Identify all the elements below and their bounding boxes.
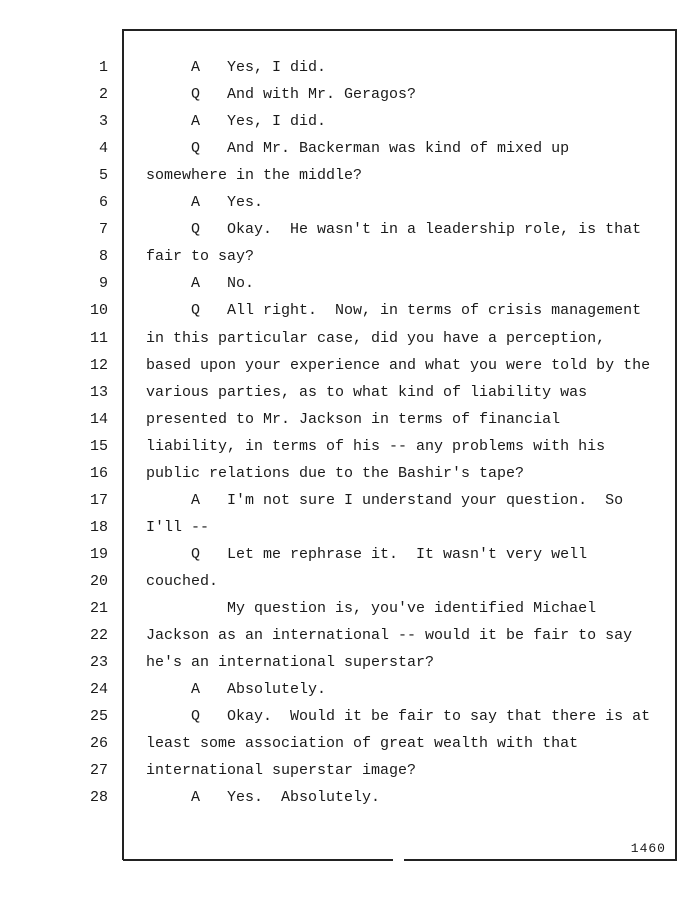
line-number: 6: [98, 194, 108, 211]
line-text: he's an international superstar?: [146, 654, 435, 671]
line-text: My question is, you've identified Michael: [146, 600, 597, 617]
line-number: 16: [89, 465, 108, 482]
line-text: A Yes. Absolutely.: [146, 789, 381, 806]
page-border-bottom-right: [404, 859, 677, 861]
line-text: A I'm not sure I understand your question. So: [146, 492, 624, 509]
line-number: 14: [89, 411, 108, 428]
line-number: 22: [89, 627, 108, 644]
line-number: 10: [89, 302, 108, 319]
line-text: A No.: [146, 275, 255, 292]
line-text: Q And with Mr. Geragos?: [146, 86, 417, 103]
line-number: 2: [98, 86, 108, 103]
line-text: A Absolutely.: [146, 681, 327, 698]
line-number: 27: [89, 762, 108, 779]
page-border-top: [123, 29, 676, 31]
line-number: 9: [98, 275, 108, 292]
line-number: 11: [89, 330, 108, 347]
line-number: 18: [89, 519, 108, 536]
line-number: 13: [89, 384, 108, 401]
line-number: 5: [98, 167, 108, 184]
line-text: Jackson as an international -- would it be fair to say: [146, 627, 633, 644]
line-number: 21: [89, 600, 108, 617]
line-text: couched.: [146, 573, 219, 590]
line-number: 28: [89, 789, 108, 806]
line-number: 4: [98, 140, 108, 157]
line-number: 23: [89, 654, 108, 671]
line-text: I'll --: [146, 519, 210, 536]
page-border-left: [122, 29, 124, 860]
line-text: in this particular case, did you have a perception,: [146, 330, 606, 347]
line-text: fair to say?: [146, 248, 255, 265]
line-number: 17: [89, 492, 108, 509]
line-text: Q All right. Now, in terms of crisis management: [146, 302, 642, 319]
line-text: based upon your experience and what you were told by the: [146, 357, 651, 374]
line-text: Q Okay. He wasn't in a leadership role, is that: [146, 221, 642, 238]
line-text: Q And Mr. Backerman was kind of mixed up: [146, 140, 570, 157]
line-number: 7: [98, 221, 108, 238]
line-text: liability, in terms of his -- any problems with his: [146, 438, 606, 455]
line-number: 8: [98, 248, 108, 265]
line-text: public relations due to the Bashir's tape?: [146, 465, 525, 482]
line-number: 20: [89, 573, 108, 590]
line-text: somewhere in the middle?: [146, 167, 363, 184]
line-text: A Yes, I did.: [146, 59, 327, 76]
line-number: 1: [98, 59, 108, 76]
page-border-right: [675, 29, 677, 860]
line-text: presented to Mr. Jackson in terms of financial: [146, 411, 561, 428]
line-text: A Yes, I did.: [146, 113, 327, 130]
line-number: 24: [89, 681, 108, 698]
line-number: 12: [89, 357, 108, 374]
line-text: least some association of great wealth with that: [146, 735, 579, 752]
line-text: Q Let me rephrase it. It wasn't very well: [146, 546, 588, 563]
line-text: international superstar image?: [146, 762, 417, 779]
line-number: 25: [89, 708, 108, 725]
line-number: 19: [89, 546, 108, 563]
line-text: A Yes.: [146, 194, 264, 211]
page-number: 1460: [630, 841, 666, 856]
line-number: 3: [98, 113, 108, 130]
page-border-bottom-left: [123, 859, 393, 861]
line-text: Q Okay. Would it be fair to say that there is at: [146, 708, 651, 725]
line-number: 15: [89, 438, 108, 455]
line-number: 26: [89, 735, 108, 752]
line-text: various parties, as to what kind of liability was: [146, 384, 588, 401]
